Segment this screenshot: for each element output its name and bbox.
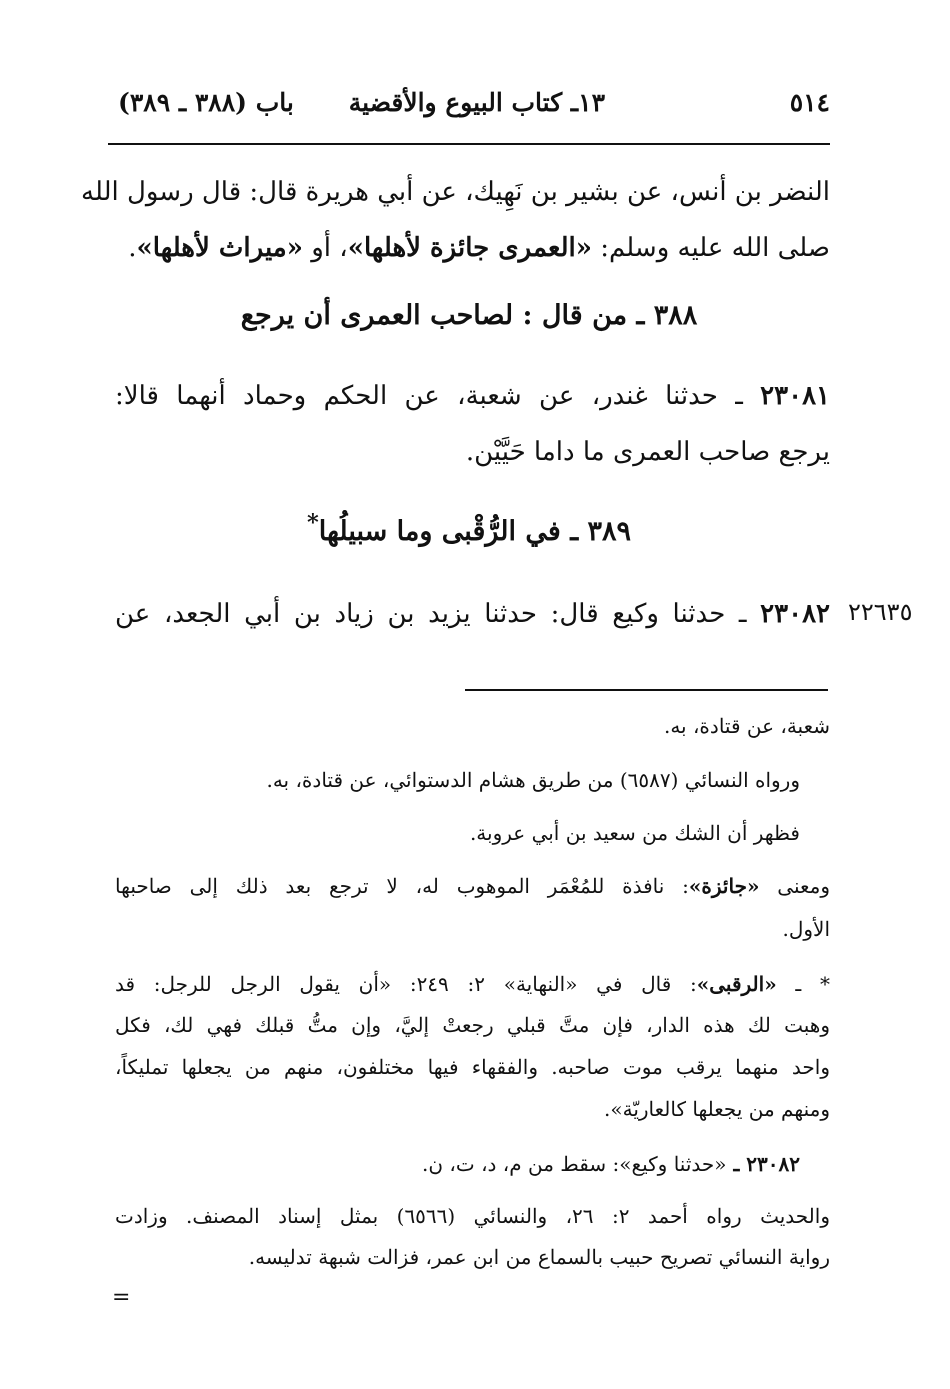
intro-quote-1: «العمرى جائزة لأهلها» — [347, 233, 592, 263]
hadith-23082-line-1 — [115, 586, 830, 642]
hadith-23081-number: ٢٣٠٨١ — [760, 381, 830, 411]
section-388-heading: ٣٨٨ ـ من قال : لصاحب العمرى أن يرجع — [240, 300, 698, 331]
footnote-4-start: ومعنى — [759, 874, 830, 898]
hadith-23081-text: ـ حدثنا غندر، عن شعبة، عن الحكم وحماد أنهما قالا: — [115, 381, 761, 411]
footnote-line-4b: الأول. — [782, 917, 830, 941]
footnote-4-term: «جائزة» — [688, 874, 760, 898]
intro-text-mid: ، أو — [302, 233, 348, 263]
footnote-line-3: فظهر أن الشك من سعيد بن أبي عروبة. — [469, 821, 800, 845]
footnote-line-5d: ومنهم من يجعلها كالعاريّة». — [604, 1097, 830, 1121]
hadith-23081-line-2: يرجع صاحب العمرى ما داما حَيَّيْن. — [465, 437, 830, 467]
footnote-5-term: «الرقبى» — [696, 972, 777, 996]
footnote-6-number: ٢٣٠٨٢ ـ — [726, 1152, 800, 1176]
page-number: ٥١٤ — [789, 88, 830, 117]
footnote-4-rest: : نافذة للمُعْمَر الموهوب له، لا ترجع بعد ذلك إلى صاحبها — [115, 874, 689, 898]
footnote-line-4 — [115, 866, 830, 906]
footnote-6-text: «حدثنا وكيع»: سقط من م، د، ت، ن. — [422, 1152, 727, 1176]
intro-text-end: . — [128, 233, 137, 263]
footnote-5-mark: * ـ — [776, 972, 830, 996]
intro-line-1: النضر بن أنس، عن بشير بن نَهِيك، عن أبي هريرة قال: قال رسول الله — [81, 177, 830, 207]
section-389-heading — [108, 510, 830, 547]
intro-line-2 — [115, 220, 830, 276]
continuation-mark: = — [112, 1285, 131, 1310]
footnote-line-1: شعبة، عن قتادة، به. — [663, 714, 830, 738]
margin-cross-reference: ٢٢٦٣٥ — [848, 598, 913, 626]
book-title: ١٣ـ كتاب البيوع والأقضية — [348, 88, 605, 117]
footnote-line-2: ورواه النسائي (٦٥٨٧) من طريق هشام الدستوائي، عن قتادة، به. — [266, 768, 800, 792]
chapter-range: باب (٣٨٨ ـ ٣٨٩) — [118, 88, 294, 117]
footnote-line-5c: واحد منهما يرقب موت صاحبه. والفقهاء فيها مختلفون، منهم من يجعلها تمليكاً، — [115, 1055, 830, 1079]
section-389-title: ٣٨٩ ـ في الرُّقْبى وما سبيلُها — [318, 516, 632, 547]
hadith-23082-text: ـ حدثنا وكيع قال: حدثنا يزيد بن زياد بن أبي الجعد، عن — [115, 599, 761, 629]
footnote-separator — [465, 689, 828, 691]
footnote-line-5b: وهبت لك هذه الدار، فإن متَّ قبلي رجعتْ إليَّ، وإن متُّ قبلك فهي لك، فكل — [115, 1013, 830, 1037]
section-389-footnote-mark: * — [306, 510, 319, 536]
hadith-23081-line-1 — [115, 368, 830, 424]
intro-text-start: صلى الله عليه وسلم: — [591, 233, 830, 263]
footnote-5-rest: : قال في «النهاية» ٢: ٢٤٩: «أن يقول الرجل للرجل: قد — [115, 972, 697, 996]
hadith-23082-number: ٢٣٠٨٢ — [760, 599, 830, 629]
footnote-line-6 — [422, 1144, 800, 1184]
intro-quote-2: «ميراث لأهلها» — [136, 233, 303, 263]
header-rule — [108, 143, 830, 145]
footnote-line-7b: رواية النسائي تصريح حبيب بالسماع من ابن عمر، فزالت شبهة تدليسه. — [248, 1245, 830, 1269]
footnote-line-5 — [115, 964, 830, 1004]
footnote-line-7: والحديث رواه أحمد ٢: ٢٦، والنسائي (٦٥٦٦) بمثل إسناد المصنف. وزادت — [115, 1204, 830, 1228]
